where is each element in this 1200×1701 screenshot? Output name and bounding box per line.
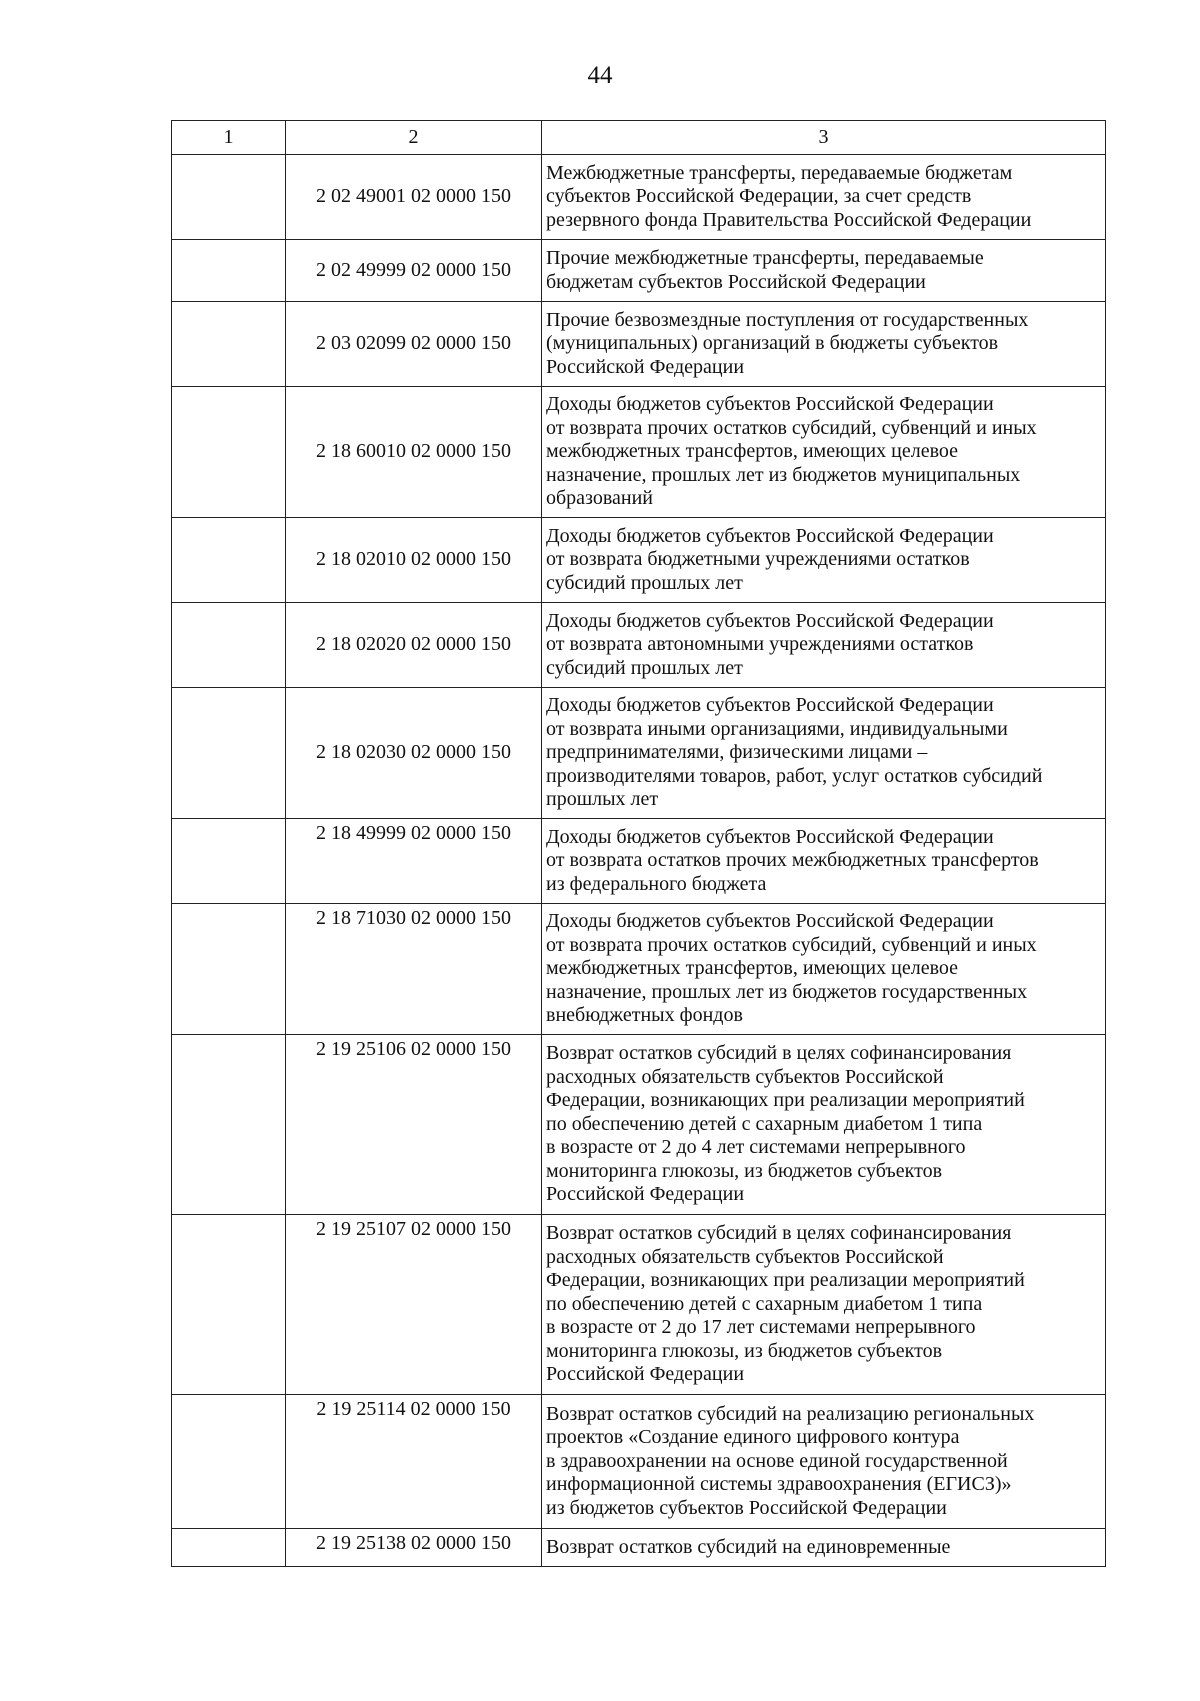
description-line: по обеспечению детей с сахарным диабетом 1 типа (546, 1292, 983, 1315)
description-line: в здравоохранении на основе единой государственной (546, 1449, 1008, 1472)
empty-cell (172, 1035, 286, 1215)
revenue-code-cell: 2 19 25138 02 0000 150 (286, 1529, 542, 1567)
description-line: Доходы бюджетов субъектов Российской Федерации (546, 825, 994, 848)
empty-cell (172, 1215, 286, 1395)
description-line: мониторинга глюкозы, из бюджетов субъектов (546, 1339, 943, 1362)
empty-cell (172, 240, 286, 302)
description-cell (542, 1529, 1106, 1567)
revenue-code-cell: 2 18 60010 02 0000 150 (286, 387, 542, 518)
table-row (172, 302, 1106, 387)
description-line: субсидий прошлых лет (546, 656, 743, 679)
revenue-code-cell: 2 02 49999 02 0000 150 (286, 240, 542, 302)
description-line: от возврата остатков прочих межбюджетных трансфертов (546, 849, 1039, 872)
description-line: межбюджетных трансфертов, имеющих целевое (546, 440, 959, 463)
description-line: назначение, прошлых лет из бюджетов муниципальных (546, 463, 1021, 486)
description-line: (муниципальных) организаций в бюджеты субъектов (546, 332, 999, 355)
table-row (172, 1035, 1106, 1215)
description-cell (542, 1035, 1106, 1215)
description-line: межбюджетных трансфертов, имеющих целевое (546, 957, 959, 980)
description-line: Доходы бюджетов субъектов Российской Федерации (546, 694, 994, 717)
empty-cell (172, 518, 286, 603)
description-line: субсидий прошлых лет (546, 571, 743, 594)
description-line: от возврата бюджетными учреждениями остатков (546, 548, 970, 571)
description-line: расходных обязательств субъектов Российской (546, 1245, 944, 1268)
column-header-1: 1 (172, 121, 286, 155)
table-row (172, 518, 1106, 603)
revenue-code-cell: 2 18 71030 02 0000 150 (286, 904, 542, 1035)
table-row (172, 1395, 1106, 1529)
revenue-code-cell: 2 02 49001 02 0000 150 (286, 155, 542, 240)
description-cell (542, 603, 1106, 688)
description-line: от возврата автономными учреждениями остатков (546, 633, 974, 656)
description-line: Возврат остатков субсидий на единовременные (546, 1535, 951, 1558)
description-line: Доходы бюджетов субъектов Российской Федерации (546, 609, 994, 632)
revenue-code-cell: 2 18 02010 02 0000 150 (286, 518, 542, 603)
description-line: внебюджетных фондов (546, 1004, 743, 1027)
description-line: Межбюджетные трансферты, передаваемые бюджетам (546, 161, 1013, 184)
description-cell (542, 1215, 1106, 1395)
table-body (172, 155, 1106, 1567)
table-row (172, 603, 1106, 688)
description-line: от возврата прочих остатков субсидий, субвенций и иных (546, 933, 1037, 956)
table-header-row (172, 121, 1106, 155)
description-line: Доходы бюджетов субъектов Российской Федерации (546, 910, 994, 933)
description-cell (542, 155, 1106, 240)
description-line: Российской Федерации (546, 1363, 745, 1386)
table-row (172, 155, 1106, 240)
empty-cell (172, 155, 286, 240)
description-line: бюджетам субъектов Российской Федерации (546, 270, 926, 293)
description-line: Прочие безвозмездные поступления от государственных (546, 308, 1029, 331)
description-line: от возврата прочих остатков субсидий, субвенций и иных (546, 416, 1037, 439)
description-line: образований (546, 487, 654, 510)
description-cell (542, 387, 1106, 518)
table-row (172, 1529, 1106, 1567)
empty-cell (172, 819, 286, 904)
revenue-code-cell: 2 18 49999 02 0000 150 (286, 819, 542, 904)
empty-cell (172, 302, 286, 387)
description-line: в возрасте от 2 до 4 лет системами непрерывного (546, 1136, 966, 1159)
description-line: Возврат остатков субсидий в целях софинансирования (546, 1042, 1012, 1065)
description-cell (542, 518, 1106, 603)
description-line: производителями товаров, работ, услуг остатков субсидий (546, 764, 1043, 787)
description-line: из федерального бюджета (546, 872, 767, 895)
empty-cell (172, 688, 286, 819)
description-line: назначение, прошлых лет из бюджетов государственных (546, 980, 1028, 1003)
description-cell (542, 688, 1106, 819)
table-row (172, 387, 1106, 518)
table-row (172, 1215, 1106, 1395)
description-cell (542, 819, 1106, 904)
description-line: по обеспечению детей с сахарным диабетом 1 типа (546, 1112, 983, 1135)
description-line: Возврат остатков субсидий на реализацию региональных (546, 1402, 1035, 1425)
revenue-code-cell: 2 19 25106 02 0000 150 (286, 1035, 542, 1215)
description-line: проектов «Создание единого цифрового контура (546, 1426, 960, 1449)
revenue-code-cell: 2 18 02020 02 0000 150 (286, 603, 542, 688)
description-line: субъектов Российской Федерации, за счет средств (546, 185, 972, 208)
description-line: мониторинга глюкозы, из бюджетов субъектов (546, 1159, 943, 1182)
description-cell (542, 240, 1106, 302)
table-row (172, 688, 1106, 819)
description-line: Российской Федерации (546, 1183, 745, 1206)
description-cell (542, 1395, 1106, 1529)
table-row (172, 240, 1106, 302)
table-row (172, 819, 1106, 904)
description-line: Федерации, возникающих при реализации мероприятий (546, 1269, 1025, 1292)
description-line: резервного фонда Правительства Российской Федерации (546, 208, 1032, 231)
column-header-3: 3 (542, 121, 1106, 155)
description-line: прошлых лет (546, 788, 659, 811)
page-number: 44 (587, 62, 613, 89)
description-line: Федерации, возникающих при реализации мероприятий (546, 1089, 1025, 1112)
description-line: от возврата иными организациями, индивидуальными (546, 717, 1008, 740)
description-line: Возврат остатков субсидий в целях софинансирования (546, 1222, 1012, 1245)
description-line: Прочие межбюджетные трансферты, передаваемые (546, 247, 984, 269)
description-line: в возрасте от 2 до 17 лет системами непрерывного (546, 1316, 976, 1339)
revenue-code-table (171, 120, 1106, 1567)
table-row (172, 904, 1106, 1035)
description-cell (542, 904, 1106, 1035)
description-line: предпринимателями, физическими лицами – (546, 741, 928, 764)
empty-cell (172, 1395, 286, 1529)
empty-cell (172, 904, 286, 1035)
column-header-2: 2 (286, 121, 542, 155)
revenue-code-cell: 2 03 02099 02 0000 150 (286, 302, 542, 387)
empty-cell (172, 1529, 286, 1567)
description-line: Доходы бюджетов субъектов Российской Федерации (546, 393, 994, 416)
description-line: информационной системы здравоохранения (ЕГИСЗ)» (546, 1473, 1012, 1496)
revenue-code-cell: 2 18 02030 02 0000 150 (286, 688, 542, 819)
revenue-code-cell: 2 19 25114 02 0000 150 (286, 1395, 542, 1529)
description-line: Российской Федерации (546, 355, 745, 378)
description-line: из бюджетов субъектов Российской Федерации (546, 1496, 947, 1519)
empty-cell (172, 603, 286, 688)
empty-cell (172, 387, 286, 518)
description-line: расходных обязательств субъектов Российской (546, 1065, 944, 1088)
description-line: Доходы бюджетов субъектов Российской Федерации (546, 524, 994, 547)
revenue-code-cell: 2 19 25107 02 0000 150 (286, 1215, 542, 1395)
description-cell (542, 302, 1106, 387)
